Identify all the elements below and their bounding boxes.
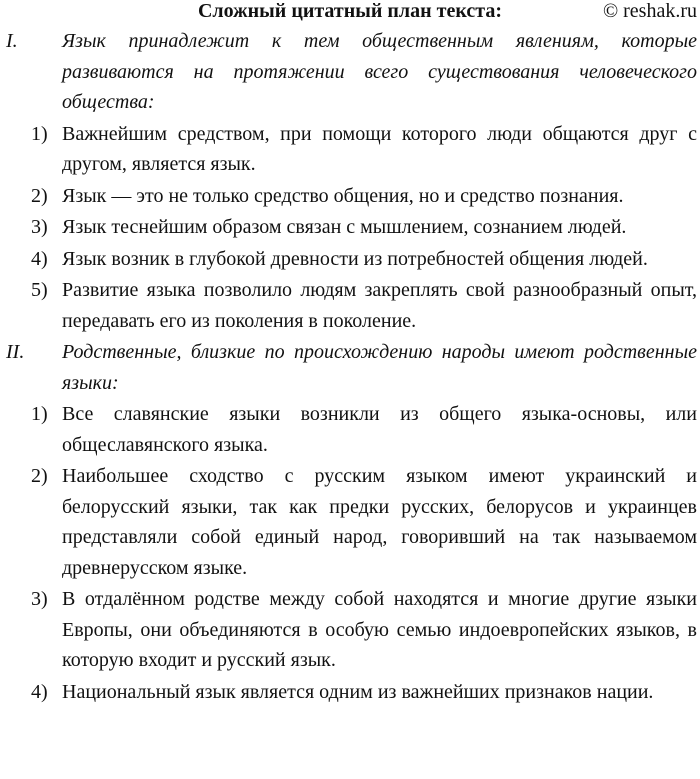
item-number: 1) xyxy=(31,403,48,425)
list-item xyxy=(0,119,700,180)
section-heading-text: Родственные, близкие по происхождению народы имеют родственные языки: xyxy=(62,341,697,394)
item-number: 4) xyxy=(31,680,48,703)
list-item xyxy=(0,212,700,243)
list-item xyxy=(0,584,700,676)
item-text: Важнейшим средством, при помощи которого люди общаются друг с другом, является язык. xyxy=(62,122,697,175)
item-number: 4) xyxy=(31,247,48,270)
list-item xyxy=(0,461,700,583)
list-item xyxy=(0,399,700,460)
item-number: 2) xyxy=(31,184,48,207)
page-header xyxy=(0,0,700,26)
item-number: 1) xyxy=(31,122,48,145)
section-heading xyxy=(0,337,700,398)
section-items xyxy=(0,119,700,337)
item-text: Язык теснейшим образом связан с мышлением, сознанием людей. xyxy=(62,216,627,238)
list-item xyxy=(0,181,700,212)
section-heading-text: Язык принадлежит к тем общественным явлениям, которые развиваются на протяжении всего существования человеческого общества: xyxy=(62,30,697,113)
item-number: 5) xyxy=(31,279,48,301)
list-item xyxy=(0,244,700,275)
item-text: Развитие языка позволило людям закреплять свой разнообразный опыт, передавать его из поколения в поколение. xyxy=(62,279,697,332)
title-text: Сложный цитатный план текста: xyxy=(197,0,502,22)
list-item xyxy=(0,677,700,708)
page-title xyxy=(0,0,700,27)
item-text: Язык возник в глубокой древности из потребностей общения людей. xyxy=(62,247,648,270)
list-item xyxy=(0,275,700,336)
section-numeral: II. xyxy=(6,341,25,363)
copyright-text: © reshak.ru xyxy=(602,0,697,22)
section-1 xyxy=(0,26,700,336)
section-heading xyxy=(0,26,700,118)
section-numeral: I. xyxy=(6,30,18,52)
item-number: 3) xyxy=(31,588,48,610)
item-text: Национальный язык является одним из важнейших признаков нации. xyxy=(62,680,654,703)
item-text: Наибольшее сходство с русским языком имеют украинский и белорусский языки, так как предки русских, белорусов и украинцев представляли собой единый народ, говоривший на так называемом древнерусском языке. xyxy=(62,465,697,579)
section-2 xyxy=(0,337,700,707)
item-number: 3) xyxy=(31,216,48,238)
item-text: Язык — это не только средство общения, но и средство познания. xyxy=(62,184,624,207)
item-text: В отдалённом родстве между собой находятся и многие другие языки Европы, они объединяются в особую семью индоевропейских языков, в которую входит и русский язык. xyxy=(62,588,697,671)
item-text: Все славянские языки возникли из общего языка-основы, или общеславянского языка. xyxy=(62,403,697,456)
item-number: 2) xyxy=(31,465,48,487)
section-items xyxy=(0,399,700,707)
